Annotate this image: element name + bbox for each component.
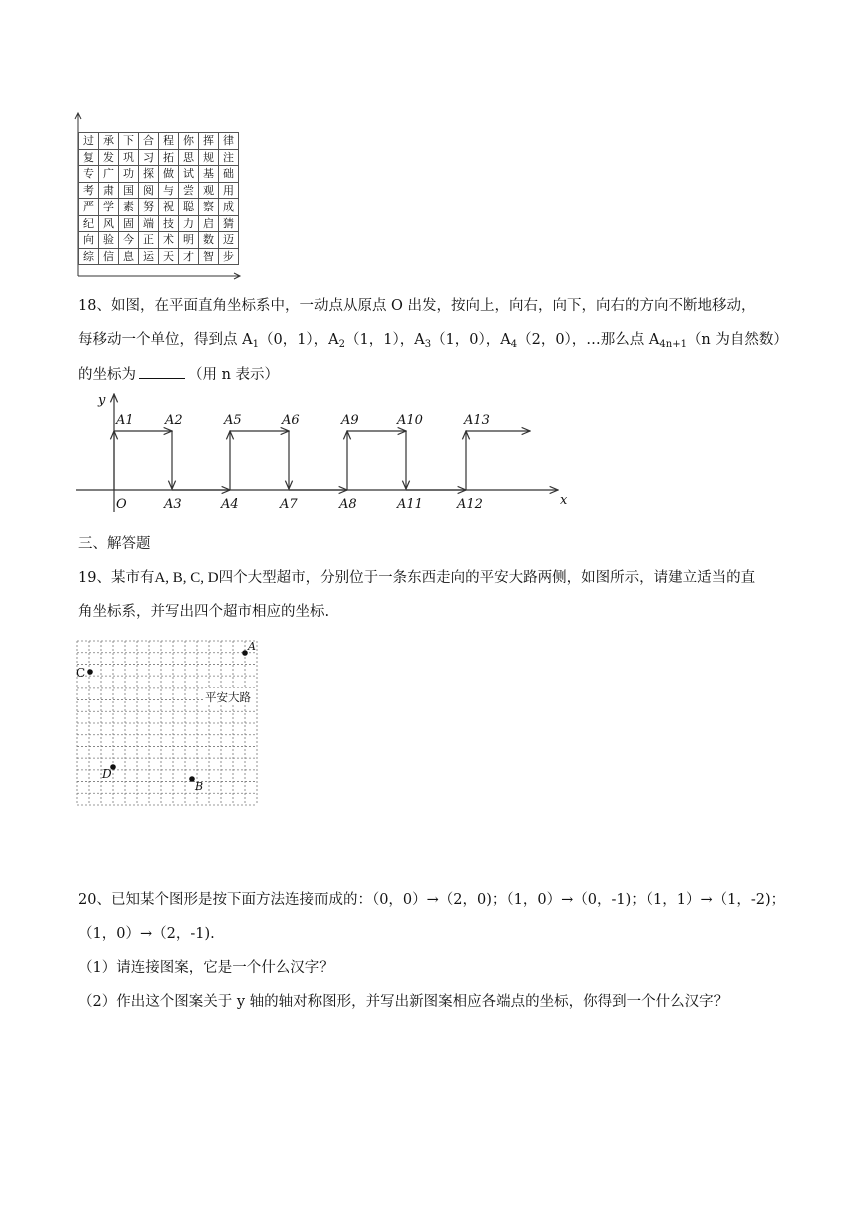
char-grid-cell: 术	[159, 232, 179, 249]
char-grid-cell: 础	[219, 166, 239, 183]
q20-line2: （1，0）→（2，-1).	[78, 926, 215, 942]
char-grid-cell: 严	[79, 199, 99, 216]
char-grid-cell: 基	[199, 166, 219, 183]
char-grid-cell: 正	[139, 232, 159, 249]
q19-grid-figure	[76, 640, 260, 808]
section-heading: 三、解答题	[78, 536, 151, 552]
char-grid-row	[79, 248, 239, 265]
char-grid-cell: 明	[179, 232, 199, 249]
char-grid-cell: 今	[119, 232, 139, 249]
char-grid-cell: 肃	[99, 182, 119, 199]
char-grid-row	[79, 149, 239, 166]
char-grid-cell: 下	[119, 133, 139, 150]
char-grid-cell: 素	[119, 199, 139, 216]
answer-blank	[139, 364, 185, 379]
label-A5: A5	[224, 413, 242, 428]
char-grid-row	[79, 232, 239, 249]
char-grid-cell: 与	[159, 182, 179, 199]
char-grid-cell: 试	[179, 166, 199, 183]
char-grid-cell: 观	[199, 182, 219, 199]
label-A7: A7	[280, 497, 298, 512]
char-grid-cell: 纪	[79, 215, 99, 232]
char-grid-cell: 启	[199, 215, 219, 232]
char-grid-cell: 成	[219, 199, 239, 216]
char-grid-cell: 祝	[159, 199, 179, 216]
q19-line2: 角坐标系，并写出四个超市相应的坐标.	[78, 604, 330, 620]
char-grid-cell: 步	[219, 248, 239, 265]
char-grid-cell: 探	[139, 166, 159, 183]
char-grid-cell: 尝	[179, 182, 199, 199]
char-grid-cell: 向	[79, 232, 99, 249]
char-grid-cell: 察	[199, 199, 219, 216]
road-label: 平安大路	[205, 690, 251, 704]
q18-line3: 的坐标为 （用 n 表示）	[78, 364, 279, 385]
label-B: B	[195, 780, 204, 793]
char-grid-row	[79, 133, 239, 150]
char-grid-cell: 固	[119, 215, 139, 232]
char-grid-cell: 猜	[219, 215, 239, 232]
char-grid-cell: 风	[99, 215, 119, 232]
char-grid-cell: 合	[139, 133, 159, 150]
char-grid-cell: 技	[159, 215, 179, 232]
char-grid-row	[79, 215, 239, 232]
char-grid-cell: 挥	[199, 133, 219, 150]
char-grid-cell: 考	[79, 182, 99, 199]
label-A2: A2	[165, 413, 183, 428]
char-grid-cell: 力	[179, 215, 199, 232]
label-A3: A3	[164, 497, 182, 512]
char-grid-cell: 信	[99, 248, 119, 265]
char-grid-cell: 努	[139, 199, 159, 216]
q18-path-figure	[72, 388, 582, 518]
q18-line1: 18、如图，在平面直角坐标系中，一动点从原点 O 出发，按向上，向右，向下，向右的方向不断地移动，	[78, 298, 756, 314]
label-D: D	[102, 767, 112, 781]
char-grid-cell: 习	[139, 149, 159, 166]
q20-line1: 20、已知某个图形是按下面方法连接而成的：（0，0）→（2，0)；（1，0）→（0，-1)；（1，1）→（1，-2)；	[78, 892, 786, 908]
char-grid-cell: 专	[79, 166, 99, 183]
point-A	[242, 650, 248, 656]
axis-x-label: x	[560, 493, 568, 508]
char-grid-cell: 才	[179, 248, 199, 265]
char-grid-cell: 学	[99, 199, 119, 216]
char-grid-row	[79, 166, 239, 183]
char-grid-cell: 广	[99, 166, 119, 183]
char-grid-cell: 规	[199, 149, 219, 166]
char-grid-cell: 迈	[219, 232, 239, 249]
label-A9: A9	[341, 413, 359, 428]
char-grid-row	[79, 182, 239, 199]
char-grid-cell: 综	[79, 248, 99, 265]
label-A: A	[248, 640, 256, 653]
char-grid-cell: 聪	[179, 199, 199, 216]
origin-label: O	[116, 497, 127, 512]
char-grid-cell: 注	[219, 149, 239, 166]
q20-part1: （1）请连接图案，它是一个什么汉字？	[78, 960, 334, 976]
char-grid-cell: 程	[159, 133, 179, 150]
char-grid-cell: 你	[179, 133, 199, 150]
label-A6: A6	[282, 413, 300, 428]
char-grid-row	[79, 199, 239, 216]
point-C	[87, 669, 93, 675]
q19-line1: 19、某市有A, B, C, D四个大型超市，分别位于一条东西走向的平安大路两侧，如图所示，请建立适当的直	[78, 570, 756, 586]
char-grid-cell: 拓	[159, 149, 179, 166]
label-A10: A10	[397, 413, 423, 428]
char-grid-cell: 息	[119, 248, 139, 265]
char-grid-cell: 运	[139, 248, 159, 265]
char-grid	[78, 132, 239, 265]
label-A4: A4	[221, 497, 239, 512]
label-A1: A1	[116, 413, 134, 428]
char-grid-cell: 思	[179, 149, 199, 166]
char-grid-cell: 智	[199, 248, 219, 265]
label-A11: A11	[397, 497, 423, 512]
char-grid-cell: 阅	[139, 182, 159, 199]
point-B	[189, 776, 195, 782]
q20-part2: （2）作出这个图案关于 y 轴的轴对称图形，并写出新图案相应各端点的坐标，你得到一个什么汉字？	[78, 994, 729, 1010]
char-grid-cell: 国	[119, 182, 139, 199]
char-grid-cell: 验	[99, 232, 119, 249]
char-grid-cell: 复	[79, 149, 99, 166]
label-C: C	[76, 666, 86, 680]
char-grid-cell: 功	[119, 166, 139, 183]
label-A12: A12	[457, 497, 483, 512]
char-grid-cell: 端	[139, 215, 159, 232]
char-grid-cell: 用	[219, 182, 239, 199]
char-grid-cell: 天	[159, 248, 179, 265]
label-A8: A8	[339, 497, 357, 512]
char-grid-cell: 律	[219, 133, 239, 150]
char-grid-cell: 做	[159, 166, 179, 183]
char-grid-cell: 巩	[119, 149, 139, 166]
label-A13: A13	[464, 413, 490, 428]
axis-y-label: y	[98, 393, 106, 408]
char-grid-cell: 发	[99, 149, 119, 166]
q18-line2: 每移动一个单位，得到点 $A_1(0$，1），$A_2(1$，1），$A_3(1$，0），$A_4(2$，0），…那么点 $A_{4n+1}(n$ 为自然数）	[78, 332, 788, 350]
char-grid-cell: 过	[79, 133, 99, 150]
char-grid-cell: 承	[99, 133, 119, 150]
char-grid-cell: 数	[199, 232, 219, 249]
